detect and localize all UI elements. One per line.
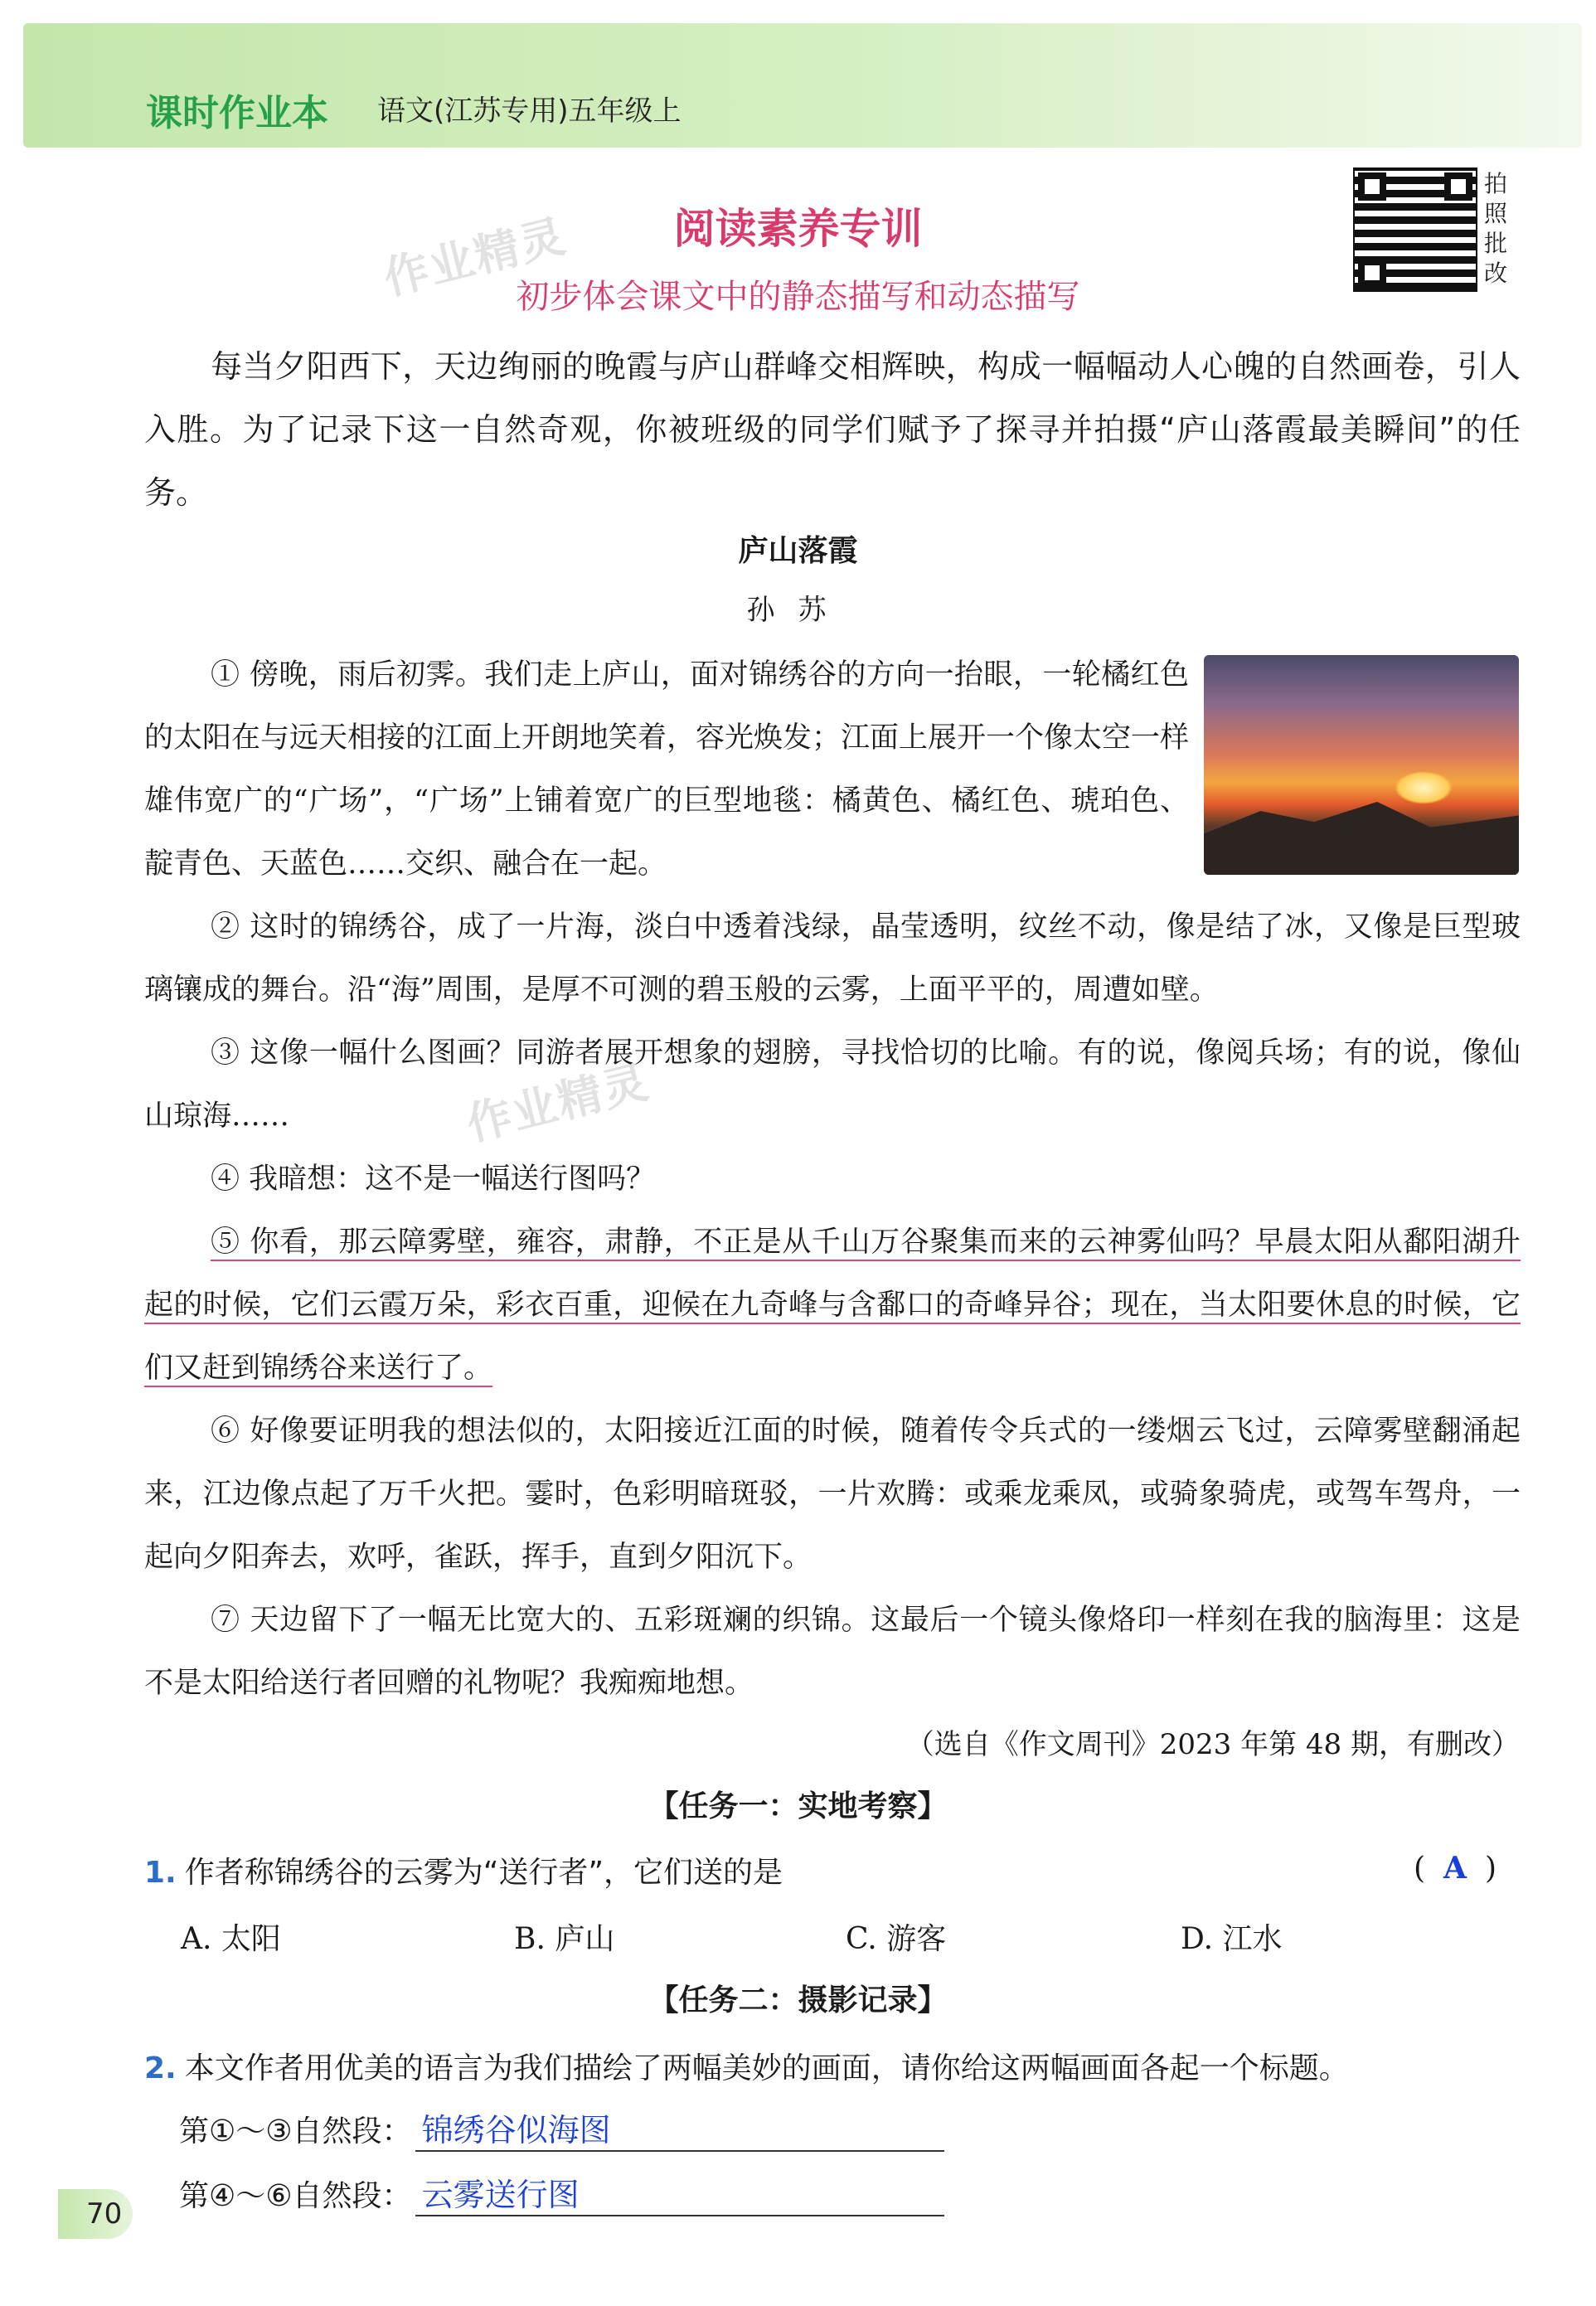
book-subtitle: 语文(江苏专用)五年级上	[377, 95, 682, 128]
answer-1: A	[1443, 1851, 1467, 1886]
question-1-number: 1.	[144, 1856, 177, 1890]
essay-paragraph-2: ② 这时的锦绣谷，成了一片海，淡白中透着浅绿，晶莹透明，纹丝不动，像是结了冰，又像是巨型玻璃镶成的舞台。沿“海”周围，是厚不可测的碧玉般的云雾，上面平平的，周遭如壁。	[144, 910, 1521, 1007]
mountain-silhouette	[1204, 784, 1519, 875]
fill-row-2	[179, 2169, 944, 2216]
essay-paragraph-1: ① 傍晚，雨后初霁。我们走上庐山，面对锦绣谷的方向一抬眼，一轮橘红色的太阳在与远天相接的江面上开朗地笑着，容光焕发；江面上展开一个像太空一样雄伟宽广的“广场”，“广场”上铺着宽广的巨型地毯：橘黄色、橘红色、琥珀色、靛青色、天蓝色……交织、融合在一起。	[144, 658, 1190, 881]
question-1-text: 作者称锦绣谷的云雾为“送行者”，它们送的是	[184, 1856, 783, 1890]
question-2-text: 本文作者用优美的语言为我们描绘了两幅美妙的画面，请你给这两幅画面各起一个标题。	[184, 2051, 1349, 2085]
option-d[interactable]: D. 江水	[1181, 1922, 1283, 1956]
intro-text: 每当夕阳西下，天边绚丽的晚霞与庐山群峰交相辉映，构成一幅幅动人心魄的自然画卷，引人入胜。为了记录下这一自然奇观，你被班级的同学们赋予了探寻并拍摄“庐山落霞最美瞬间”的任务。	[144, 348, 1521, 511]
book-title: 课时作业本	[146, 92, 328, 134]
question-2-number: 2.	[144, 2051, 177, 2085]
underlined-text: ⑤ 你看，那云障雾壁，雍容，肃静，不正是从千山万谷聚集而来的云神雾仙吗？早晨太阳从鄱阳湖升起的时候，它们云霞万朵，彩衣百重，迎候在九奇峰与含鄱口的奇峰异谷；现在，当太阳要休息的时候，它们又赶到锦绣谷来送行了。	[144, 1226, 1521, 1385]
paren-close: )	[1484, 1852, 1497, 1886]
option-c[interactable]: C. 游客	[846, 1922, 947, 1956]
essay-paragraph-5	[144, 1211, 1521, 1400]
answer-box-1[interactable]	[1414, 1851, 1497, 1886]
fill-label-1: 第①～③自然段：	[179, 2114, 412, 2148]
sunset-photo	[1204, 655, 1519, 875]
section-title: 阅读素养专训	[673, 205, 923, 253]
essay-paragraph-7: ⑦ 天边留下了一幅无比宽大的、五彩斑斓的织锦。这最后一个镜头像烙印一样刻在我的脑海里：这是不是太阳给送行者回赠的礼物呢？我痴痴地想。	[144, 1604, 1521, 1700]
section-subtitle: 初步体会课文中的静态描写和动态描写	[516, 278, 1080, 316]
paren-open: (	[1414, 1852, 1426, 1886]
option-b[interactable]: B. 庐山	[514, 1922, 615, 1956]
fill-row-1	[179, 2105, 944, 2152]
qr-label: 拍照批改	[1484, 170, 1508, 287]
essay-source: （选自《作文周刊》2023 年第 48 期，有删改）	[905, 1728, 1520, 1761]
essay-title: 庐山落霞	[738, 534, 858, 568]
essay-paragraph-3: ③ 这像一幅什么图画？同游者展开想象的翅膀，寻找恰切的比喻。有的说，像阅兵场；有的说，像仙山琼海……	[144, 1036, 1521, 1133]
fill-label-2: 第④～⑥自然段：	[179, 2179, 412, 2213]
essay-author: 孙苏	[746, 594, 850, 627]
essay-paragraph-4: ④ 我暗想：这不是一幅送行图吗？	[211, 1163, 656, 1196]
sun-icon	[1395, 771, 1453, 804]
task2-heading: 【任务二：摄影记录】	[648, 1983, 948, 2017]
answer-field-2[interactable]: 云雾送行图	[415, 2169, 944, 2216]
question-2	[144, 2045, 1349, 2087]
answer-field-1[interactable]: 锦绣谷似海图	[415, 2105, 944, 2152]
option-a[interactable]: A. 太阳	[181, 1922, 281, 1956]
watermark: 作业精灵	[378, 209, 572, 306]
watermark: 作业精灵	[461, 1055, 655, 1152]
essay-paragraph-6: ⑥ 好像要证明我的想法似的，太阳接近江面的时候，随着传令兵式的一缕烟云飞过，云障雾壁翻涌起来，江边像点起了万千火把。霎时，色彩明暗斑驳，一片欢腾：或乘龙乘凤，或骑象骑虎，或驾车驾舟，一起向夕阳奔去，欢呼，雀跃，挥手，直到夕阳沉下。	[144, 1415, 1521, 1574]
page-number: 70	[58, 2189, 133, 2239]
question-1	[144, 1849, 783, 1891]
task1-heading: 【任务一：实地考察】	[648, 1789, 948, 1823]
